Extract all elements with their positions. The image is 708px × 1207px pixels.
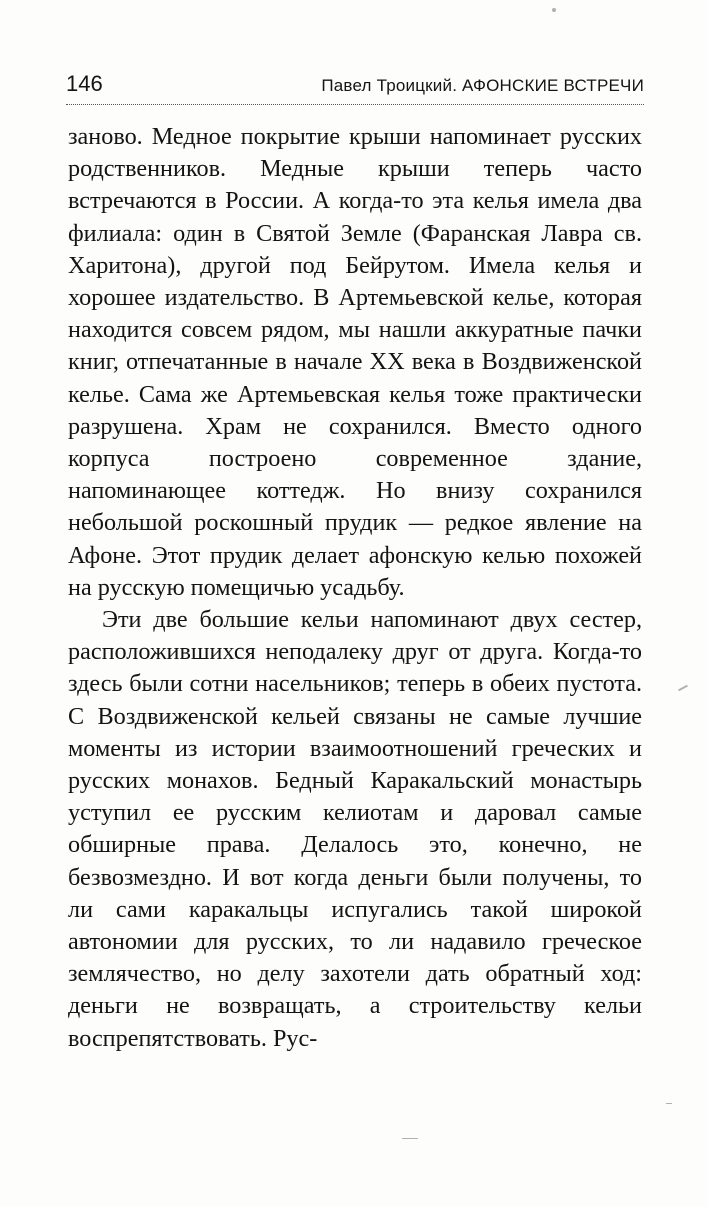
running-title: Павел Троицкий. АФОНСКИЕ ВСТРЕЧИ [321,76,644,95]
page-number: 146 [66,71,103,96]
scan-speck [552,8,556,12]
scan-speck [678,685,688,691]
paragraph-1: заново. Медное покрытие крыши напоминает русских родственников. Медные крыши теперь часто встречаются в России. А когда-то эта келья имела два филиала: один в Святой Земле (Фаранская Лавра св. Харитона), другой под Бейрутом. Имела келья и хорошее издательство. В Артемьевской келье, которая находится совсем рядом, мы нашли аккуратные пачки книг, отпечатанные в начале XX века в Воздвиженской келье. Сама же Артемьевская келья тоже практически разрушена. Храм не сохранился. Вместо одного корпуса построено современное здание, напоминающее коттедж. Но внизу сохранился небольшой роскошный прудик — редкое явление на Афоне. Этот прудик делает афонскую келью похожей на русскую помещичью усадьбу. [68,123,642,601]
scan-speck [666,1103,672,1104]
page-header [66,70,644,105]
page-body [68,121,642,1055]
scan-speck [402,1138,418,1139]
paragraph-2: Эти две большие кельи напоминают двух сестер, расположившихся неподалеку друг от друга. Когда-то здесь были сотни насельников; теперь в обеих пустота. С Воздвиженской кельей связаны не самые лучшие моменты из истории взаимоотношений греческих и русских монахов. Бедный Каракальский монастырь уступил ее русским келиотам и даровал самые обширные права. Делалось это, конечно, не безвозмездно. И вот когда деньги были получены, то ли сами каракальцы испугались такой широкой автономии для русских, то ли надавило греческое землячество, но делу захотели дать обратный ход: деньги не возвращать, а строительству кельи воспрепятствовать. Рус- [68,606,642,1052]
